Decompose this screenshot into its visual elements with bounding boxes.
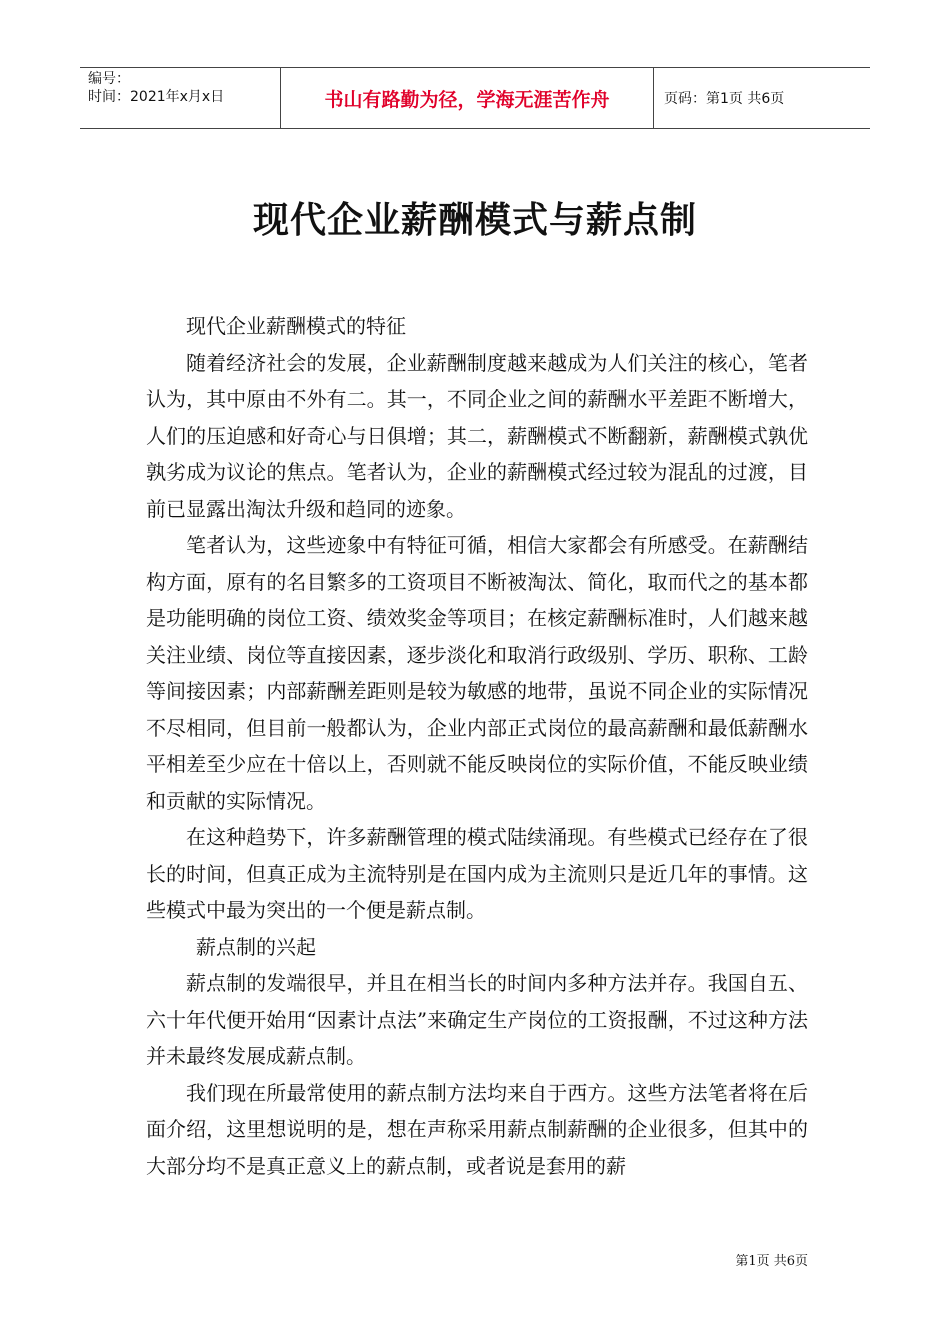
serial-label: 编号： bbox=[88, 71, 130, 87]
body-paragraph: 笔者认为，这些迹象中有特征可循，相信大家都会有所感受。在薪酬结构方面，原有的名目繁多的工资项目不断被淘汰、简化，取而代之的基本都是功能明确的岗位工资、绩效奖金等项目；在核定薪酬标准时，人们越来越关注业绩、岗位等直接因素，逐步淡化和取消行政级别、学历、职称、工龄等间接因素；内部薪酬差距则是较为敏感的地带，虽说不同企业的实际情况不尽相同，但目前一般都认为，企业内部正式岗位的最高薪酬和最低薪酬水平相差至少应在十倍以上，否则就不能反映岗位的实际价值，不能反映业绩和贡献的实际情况。 bbox=[146, 533, 808, 813]
document-body bbox=[146, 308, 808, 1184]
time-label: 时间：2021年x月x日 bbox=[88, 89, 225, 105]
header-motto: 书山有路勤为径，学海无涯苦作舟 bbox=[281, 68, 654, 128]
body-paragraph: 薪点制的发端很早，并且在相当长的时间内多种方法并存。我国自五、六十年代便开始用“因素计点法”来确定生产岗位的工资报酬，不过这种方法并未最终发展成薪点制。 bbox=[146, 971, 808, 1068]
section-heading-rise: 薪点制的兴起 bbox=[196, 934, 316, 959]
body-paragraph: 我们现在所最常使用的薪点制方法均来自于西方。这些方法笔者将在后面介绍，这里想说明的是，想在声称采用薪点制薪酬的企业很多，但其中的大部分均不是真正意义上的薪点制，或者说是套用的薪 bbox=[146, 1080, 808, 1178]
page-footer: 第1页 共6页 bbox=[735, 1254, 808, 1269]
header-meta bbox=[80, 68, 281, 128]
document-title: 现代企业薪酬模式与薪点制 bbox=[252, 200, 697, 241]
header-page-info: 页码：第1页 共6页 bbox=[664, 91, 785, 107]
body-paragraph: 随着经济社会的发展，企业薪酬制度越来越成为人们关注的核心，笔者认为，其中原由不外有二。其一，不同企业之间的薪酬水平差距不断增大，人们的压迫感和好奇心与日俱增；其二，薪酬模式不断翻新，薪酬模式孰优孰劣成为议论的焦点。笔者认为，企业的薪酬模式经过较为混乱的过渡，目前已显露出淘汰升级和趋同的迹象。 bbox=[146, 350, 808, 521]
body-paragraph: 在这种趋势下，许多薪酬管理的模式陆续涌现。有些模式已经存在了很长的时间，但真正成为主流特别是在国内成为主流则只是近几年的事情。这些模式中最为突出的一个便是薪点制。 bbox=[146, 825, 808, 922]
document-header bbox=[80, 67, 870, 129]
section-heading-features: 现代企业薪酬模式的特征 bbox=[186, 314, 406, 338]
